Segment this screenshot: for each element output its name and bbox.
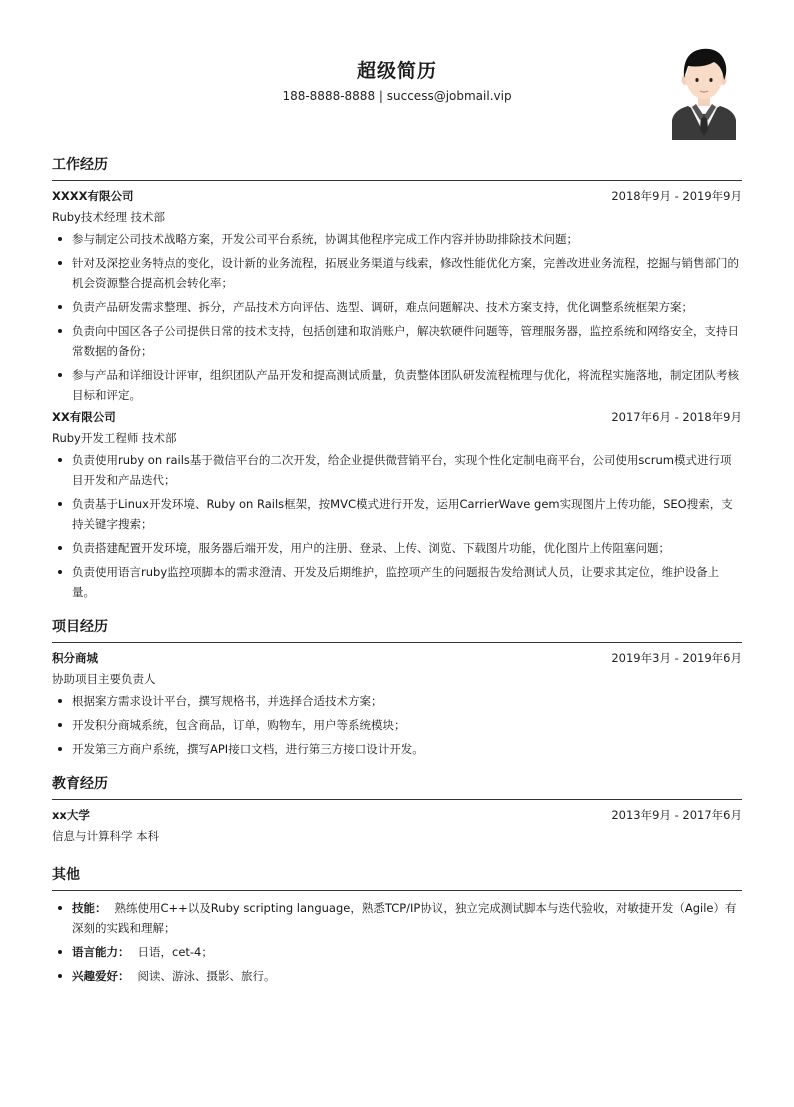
bullet-list <box>52 450 742 602</box>
education-entry <box>52 807 742 844</box>
major: 信息与计算科学 本科 <box>52 829 160 843</box>
list-item: 负责基于Linux开发环境、Ruby on Rails框架，按MVC模式进行开发，运用CarrierWave gem实现图片上传功能，SEO搜索，支持关键字搜索； <box>52 494 742 534</box>
bullet-list <box>52 229 742 405</box>
project-name: 积分商城 <box>52 651 98 665</box>
entry-header <box>52 807 742 823</box>
contact-info: 188-8888-8888 | success@jobmail.vip <box>282 89 512 103</box>
skill-text: 熟练使用C++以及Ruby scripting language，熟悉TCP/IP协议，独立完成测试脚本与迭代验收，对敏捷开发（Agile）有深刻的实践和理解； <box>72 901 737 935</box>
list-item: 针对及深挖业务特点的变化，设计新的业务流程，拓展业务渠道与线索，修改性能优化方案，完善改进业务流程，挖掘与销售部门的机会资源整合提高机会转化率； <box>52 253 742 293</box>
list-item: 负责搭建配置开发环境，服务器后端开发，用户的注册、登录、上传、浏览、下载图片功能，优化图片上传阻塞问题； <box>52 538 742 558</box>
company-name: XXXX有限公司 <box>52 189 134 203</box>
resume-header <box>52 0 742 150</box>
school-name: xx大学 <box>52 808 90 822</box>
avatar-icon <box>670 44 738 140</box>
projects-section <box>52 616 742 759</box>
skill-label: 技能： <box>72 901 107 915</box>
work-entry <box>52 188 742 405</box>
other-section <box>52 864 742 986</box>
job-role: Ruby开发工程师 技术部 <box>52 431 177 445</box>
list-item: 负责产品研发需求整理、拆分，产品技术方向评估、选型、调研，难点问题解决、技术方案支持，优化调整系统框架方案； <box>52 297 742 317</box>
list-item: 负责向中国区各子公司提供日常的技术支持，包括创建和取消账户，解决软硬件问题等，管理服务器，监控系统和网络安全，支持日常数据的备份； <box>52 321 742 361</box>
entry-date: 2019年3月 - 2019年6月 <box>611 651 742 665</box>
work-entry <box>52 409 742 602</box>
list-item: 负责使用语言ruby监控项脚本的需求澄清、开发及后期维护，监控项产生的问题报告发给测试人员，让要求其定位，维护设备上量。 <box>52 562 742 602</box>
list-item <box>52 942 742 962</box>
entry-header <box>52 409 742 425</box>
project-role: 协助项目主要负责人 <box>52 672 156 686</box>
entry-header <box>52 188 742 204</box>
list-item: 开发第三方商户系统，撰写API接口文档，进行第三方接口设计开发。 <box>52 739 742 759</box>
list-item <box>52 966 742 986</box>
hobby-text: 阅读、游泳、摄影、旅行。 <box>137 969 276 983</box>
list-item: 开发积分商城系统，包含商品，订单，购物车，用户等系统模块； <box>52 715 742 735</box>
section-title-education: 教育经历 <box>52 773 742 800</box>
entry-header <box>52 650 742 666</box>
list-item: 根据案方需求设计平台，撰写规格书，并选择合适技术方案； <box>52 691 742 711</box>
entry-date: 2013年9月 - 2017年6月 <box>611 808 742 822</box>
bullet-list <box>52 691 742 759</box>
list-item: 参与制定公司技术战略方案，开发公司平台系统，协调其他程序完成工作内容并协助排除技术问题； <box>52 229 742 249</box>
project-entry <box>52 650 742 759</box>
hobby-label: 兴趣爱好： <box>72 969 130 983</box>
entry-date: 2017年6月 - 2018年9月 <box>611 410 742 424</box>
education-section <box>52 773 742 844</box>
section-title-projects: 项目经历 <box>52 616 742 643</box>
entry-date: 2018年9月 - 2019年9月 <box>611 189 742 203</box>
list-item <box>52 898 742 938</box>
list-item: 参与产品和详细设计评审，组织团队产品开发和提高测试质量，负责整体团队研发流程梳理与优化，将流程实施落地，制定团队考核目标和评定。 <box>52 365 742 405</box>
section-title-work: 工作经历 <box>52 154 742 181</box>
resume-name: 超级简历 <box>356 60 437 82</box>
language-label: 语言能力： <box>72 945 130 959</box>
work-section <box>52 154 742 602</box>
language-text: 日语，cet-4； <box>137 945 213 959</box>
bullet-list <box>52 898 742 986</box>
company-name: XX有限公司 <box>52 410 116 424</box>
job-role: Ruby技术经理 技术部 <box>52 210 166 224</box>
section-title-other: 其他 <box>52 864 742 891</box>
resume-page <box>52 0 742 990</box>
list-item: 负责使用ruby on rails基于微信平台的二次开发，给企业提供微营销平台，实现个性化定制电商平台，公司使用scrum模式进行项目开发和产品迭代； <box>52 450 742 490</box>
